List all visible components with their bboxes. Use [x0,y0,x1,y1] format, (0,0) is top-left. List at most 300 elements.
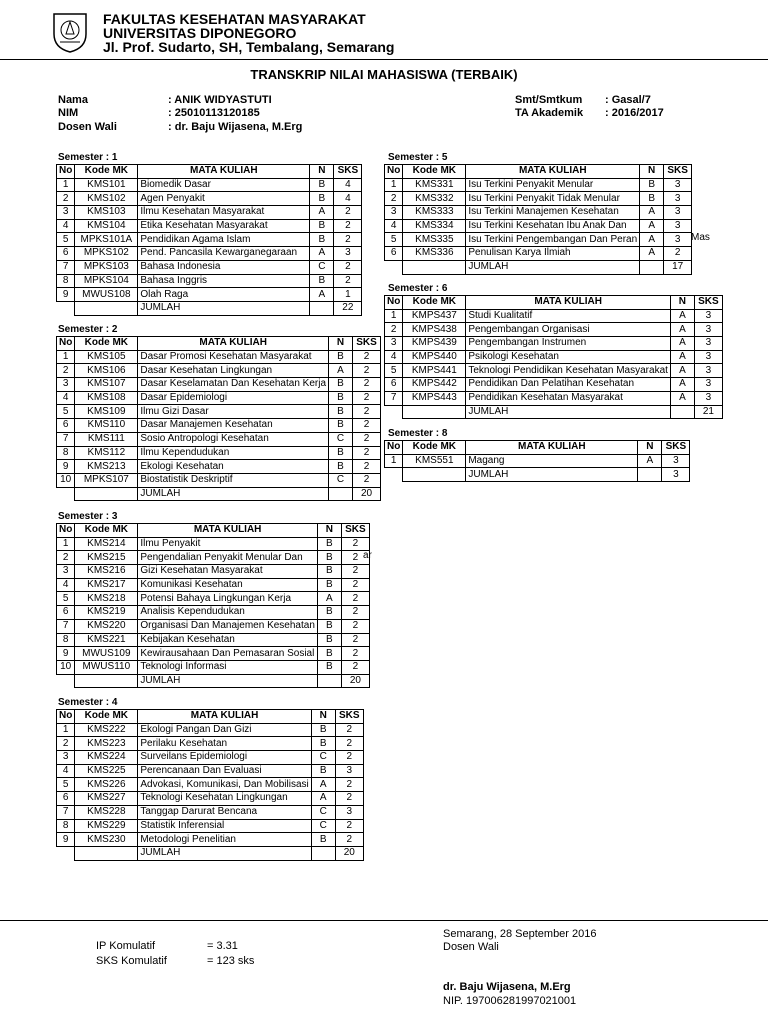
cell-kode: KMS213 [75,460,138,474]
cell-sks: 2 [334,260,362,274]
cell-no: 6 [57,247,75,261]
cell-sks: 2 [341,565,369,579]
cell-nama: Perencanaan Dan Evaluasi [138,764,311,778]
cell-no: 1 [385,454,403,468]
cell-n: A [329,364,353,378]
semester-table [56,523,370,688]
column-header-sks: SKS [335,710,363,724]
cell-nama: Ilmu Penyakit [138,537,318,551]
cell-kode: KMS331 [403,178,466,192]
table-row [57,446,381,460]
cell-sks: 2 [353,405,381,419]
table-row [57,778,364,792]
cell-nama: Ekologi Kesehatan [138,460,329,474]
cell-sks: 2 [353,378,381,392]
cell-n: B [317,537,341,551]
cell-kode: MPKS101A [75,233,138,247]
overflow-text: Mas [691,232,710,243]
cell-no: 5 [57,778,75,792]
blank-cell [403,405,466,419]
cell-no: 4 [57,764,75,778]
total-row [57,674,370,688]
cell-no: 2 [57,192,75,206]
cell-nama: Ilmu Gizi Dasar [138,405,329,419]
semester-table [384,295,723,419]
cell-n: B [329,391,353,405]
cell-kode: KMS222 [75,723,138,737]
cell-nama: Gizi Kesehatan Masyarakat [138,565,318,579]
cell-sks: 3 [694,323,722,337]
cell-no: 4 [385,350,403,364]
cell-sks: 2 [353,473,381,487]
table-row [57,460,381,474]
total-sks: 20 [335,846,363,860]
table-row [57,551,370,565]
column-header-n: N [311,710,335,724]
table-row [57,819,364,833]
total-sks: 20 [353,487,381,501]
cell-sks: 3 [694,378,722,392]
table-row [57,592,370,606]
cell-kode: MPKS102 [75,247,138,261]
column-header-matkul: MATA KULIAH [138,165,310,179]
cell-nama: Dasar Keselamatan Dan Kesehatan Kerja [138,378,329,392]
cell-nama: Teknologi Informasi [138,660,318,674]
cell-no: 9 [57,833,75,847]
blank-cell [57,301,75,315]
total-row [385,405,723,419]
cell-no: 4 [57,391,75,405]
cell-n: B [317,647,341,661]
column-header-n: N [640,165,664,179]
place-date: Semarang, 28 September 2016 [443,928,597,940]
column-header-no: No [57,710,75,724]
semester-label: Semester : 1 [58,152,118,163]
cell-sks: 2 [353,460,381,474]
cell-sks: 3 [694,337,722,351]
cell-kode: MWUS108 [75,288,138,302]
cell-kode: KMS228 [75,805,138,819]
blank-cell [670,405,694,419]
blank-cell [75,846,138,860]
cell-no: 3 [57,751,75,765]
signer-role: Dosen Wali [443,941,499,953]
cell-no: 4 [57,219,75,233]
column-header-kode: Kode MK [403,441,466,455]
semester-label: Semester : 6 [388,283,448,294]
cell-nama: Isu Terkini Penyakit Menular [466,178,640,192]
column-header-sks: SKS [694,296,722,310]
table-row [57,751,364,765]
cell-no: 6 [57,606,75,620]
cell-kode: KMS111 [75,432,138,446]
semester-label: Semester : 5 [388,152,448,163]
table-row [57,565,370,579]
cell-no: 1 [385,309,403,323]
semester-label: Semester : 3 [58,511,118,522]
cell-kode: KMS551 [403,454,466,468]
cell-sks: 2 [353,419,381,433]
cell-n: B [317,565,341,579]
cell-n: A [311,778,335,792]
table-row [57,378,381,392]
cell-n: A [670,323,694,337]
cell-nama: Pengembangan Organisasi [466,323,671,337]
column-header-sks: SKS [662,441,690,455]
cell-n: B [640,178,664,192]
cell-sks: 2 [341,660,369,674]
table-row [57,737,364,751]
cell-kode: KMS335 [403,233,466,247]
cell-no: 3 [385,337,403,351]
total-label: JUMLAH [138,674,318,688]
cell-sks: 2 [335,792,363,806]
cell-sks: 2 [334,206,362,220]
cell-nama: Dasar Epidemiologi [138,391,329,405]
total-label: JUMLAH [138,487,329,501]
cell-n: B [317,619,341,633]
cell-n: B [329,460,353,474]
cell-nama: Ilmu Kesehatan Masyarakat [138,206,310,220]
table-row [57,619,370,633]
cell-sks: 3 [335,805,363,819]
table-row [57,792,364,806]
cell-nama: Kewirausahaan Dan Pemasaran Sosial [138,647,318,661]
column-header-no: No [385,165,403,179]
cell-no: 5 [385,364,403,378]
column-header-kode: Kode MK [403,165,466,179]
column-header-no: No [57,165,75,179]
semester-table [56,164,362,316]
footer-divider [0,920,768,921]
table-row [385,337,723,351]
cell-n: B [329,419,353,433]
header-divider [0,59,768,60]
blank-cell [75,674,138,688]
cell-sks: 4 [334,178,362,192]
total-sks: 3 [662,468,690,482]
cell-sks: 2 [341,647,369,661]
column-header-no: No [385,296,403,310]
cell-kode: MPKS103 [75,260,138,274]
table-header-row [385,441,690,455]
cell-nama: Penulisan Karya Ilmiah [466,247,640,261]
table-row [57,419,381,433]
cell-sks: 3 [664,192,692,206]
cell-nama: Perilaku Kesehatan [138,737,311,751]
cell-nama: Isu Terkini Manajemen Kesehatan [466,206,640,220]
cell-n: A [638,454,662,468]
total-row [57,301,362,315]
total-row [57,487,381,501]
university-address: Jl. Prof. Sudarto, SH, Tembalang, Semarang [103,39,395,55]
cell-no: 7 [57,432,75,446]
cell-sks: 2 [353,350,381,364]
cell-kode: KMS218 [75,592,138,606]
total-label: JUMLAH [466,260,640,274]
cell-n: B [317,606,341,620]
blank-cell [403,260,466,274]
cell-no: 2 [57,737,75,751]
blank-cell [57,674,75,688]
cell-sks: 2 [335,833,363,847]
cell-no: 3 [57,206,75,220]
cell-n: B [317,660,341,674]
semester-table [384,440,690,482]
cell-kode: KMS110 [75,419,138,433]
cell-kode: MWUS109 [75,647,138,661]
cell-no: 5 [57,592,75,606]
cell-no: 6 [57,792,75,806]
cell-nama: Statistik Inferensial [138,819,311,833]
cell-n: B [310,233,334,247]
cell-no: 4 [385,219,403,233]
cell-n: B [311,764,335,778]
table-row [57,723,364,737]
cell-sks: 3 [664,206,692,220]
cell-n: A [317,592,341,606]
cell-sks: 2 [341,551,369,565]
cell-nama: Advokasi, Komunikasi, Dan Mobilisasi [138,778,311,792]
cell-sks: 2 [335,723,363,737]
cell-nama: Isu Terkini Kesehatan Ibu Anak Dan [466,219,640,233]
cell-nama: Ekologi Pangan Dan Gizi [138,723,311,737]
cell-n: A [670,309,694,323]
cell-sks: 3 [694,364,722,378]
table-row [385,391,723,405]
table-row [57,833,364,847]
cell-no: 7 [57,260,75,274]
signer-name: dr. Baju Wijasena, M.Erg [443,981,571,993]
cell-no: 7 [57,805,75,819]
blank-cell [75,487,138,501]
total-row [57,846,364,860]
cell-no: 3 [385,206,403,220]
sks-total-label: SKS Komulatif [96,955,167,967]
blank-cell [385,260,403,274]
cell-nama: Organisasi Dan Manajemen Kesehatan [138,619,318,633]
cell-nama: Magang [466,454,638,468]
cell-nama: Dasar Promosi Kesehatan Masyarakat [138,350,329,364]
cell-nama: Pengendalian Penyakit Menular Dan [138,551,318,565]
nim-label: NIM [58,107,79,119]
document-title: TRANSKRIP NILAI MAHASISWA (TERBAIK) [250,67,518,82]
table-row [57,274,362,288]
cell-kode: KMS230 [75,833,138,847]
cell-n: A [640,219,664,233]
table-row [385,233,692,247]
cell-n: A [640,233,664,247]
blank-cell [317,674,341,688]
cell-no: 8 [57,274,75,288]
semester-table [56,709,364,861]
cell-sks: 3 [694,350,722,364]
cell-nama: Isu Terkini Penyakit Tidak Menular [466,192,640,206]
name-value: : ANIK WIDYASTUTI [168,94,272,106]
table-row [57,206,362,220]
cell-nama: Agen Penyakit [138,192,310,206]
cell-no: 9 [57,460,75,474]
semester-table [56,336,381,501]
table-row [385,219,692,233]
cell-no: 3 [57,378,75,392]
total-row [385,260,692,274]
table-row [57,288,362,302]
table-row [385,206,692,220]
cell-no: 8 [57,633,75,647]
cell-sks: 2 [335,778,363,792]
blank-cell [57,846,75,860]
total-label: JUMLAH [466,405,671,419]
cell-n: A [670,350,694,364]
table-row [57,647,370,661]
table-row [57,247,362,261]
table-row [57,233,362,247]
cell-n: A [640,206,664,220]
total-label: JUMLAH [138,301,310,315]
cell-kode: KMS226 [75,778,138,792]
blank-cell [640,260,664,274]
cell-kode: KMS227 [75,792,138,806]
cell-no: 2 [385,192,403,206]
table-row [385,178,692,192]
cell-nama: Dasar Manajemen Kesehatan [138,419,329,433]
cell-kode: KMS109 [75,405,138,419]
cell-sks: 4 [334,192,362,206]
column-header-n: N [317,524,341,538]
cell-nama: Analisis Kependudukan [138,606,318,620]
cell-kode: MPKS104 [75,274,138,288]
cell-sks: 2 [334,274,362,288]
total-sks: 22 [334,301,362,315]
table-header-row [57,524,370,538]
cell-n: A [670,364,694,378]
cell-nama: Studi Kualitatif [466,309,671,323]
cell-sks: 3 [335,764,363,778]
cell-no: 2 [57,551,75,565]
column-header-sks: SKS [334,165,362,179]
cell-sks: 2 [341,537,369,551]
cell-kode: KMS106 [75,364,138,378]
cell-n: B [310,219,334,233]
cell-no: 1 [57,350,75,364]
cell-n: B [311,737,335,751]
cell-kode: KMS108 [75,391,138,405]
cell-no: 8 [57,446,75,460]
cell-kode: KMPS437 [403,309,466,323]
table-row [57,606,370,620]
column-header-kode: Kode MK [403,296,466,310]
ip-label: IP Komulatif [96,940,156,952]
cell-no: 10 [57,473,75,487]
cell-n: B [317,633,341,647]
cell-kode: KMS105 [75,350,138,364]
cell-nama: Biomedik Dasar [138,178,310,192]
semester-value: : Gasal/7 [605,94,651,106]
semester-label: Smt/Smtkum [515,94,583,106]
cell-no: 7 [385,391,403,405]
table-row [57,219,362,233]
blank-cell [385,468,403,482]
semester-label: Semester : 4 [58,697,118,708]
cell-sks: 2 [353,432,381,446]
total-sks: 20 [341,674,369,688]
overflow-text: ar [363,550,372,561]
column-header-no: No [57,524,75,538]
table-row [385,364,723,378]
sks-total-value: = 123 sks [207,955,255,967]
cell-kode: KMPS438 [403,323,466,337]
cell-nama: Dasar Kesehatan Lingkungan [138,364,329,378]
semester-label: Semester : 2 [58,324,118,335]
cell-kode: KMS215 [75,551,138,565]
total-sks: 17 [664,260,692,274]
cell-sks: 2 [341,578,369,592]
cell-sks: 2 [341,633,369,647]
column-header-n: N [670,296,694,310]
cell-n: B [329,446,353,460]
blank-cell [385,405,403,419]
cell-sks: 3 [694,391,722,405]
cell-nama: Bahasa Inggris [138,274,310,288]
cell-nama: Komunikasi Kesehatan [138,578,318,592]
faculty-name: FAKULTAS KESEHATAN MASYARAKAT [103,11,366,27]
blank-cell [311,846,335,860]
cell-nama: Psikologi Kesehatan [466,350,671,364]
cell-nama: Kebijakan Kesehatan [138,633,318,647]
cell-no: 6 [385,247,403,261]
cell-no: 9 [57,288,75,302]
cell-nama: Etika Kesehatan Masyarakat [138,219,310,233]
cell-nama: Potensi Bahaya Lingkungan Kerja [138,592,318,606]
cell-nama: Teknologi Kesehatan Lingkungan [138,792,311,806]
cell-kode: KMS332 [403,192,466,206]
signer-nip: NIP. 197006281997021001 [443,995,577,1007]
ip-value: = 3.31 [207,940,238,952]
cell-kode: KMS217 [75,578,138,592]
column-header-sks: SKS [353,337,381,351]
cell-no: 8 [57,819,75,833]
cell-sks: 3 [664,178,692,192]
total-row [385,468,690,482]
table-row [57,364,381,378]
cell-nama: Sosio Antropologi Kesehatan [138,432,329,446]
cell-no: 7 [57,619,75,633]
semester-label: Semester : 8 [388,428,448,439]
column-header-n: N [310,165,334,179]
table-row [57,350,381,364]
table-row [57,537,370,551]
cell-kode: KMS333 [403,206,466,220]
table-row [57,405,381,419]
cell-kode: KMS336 [403,247,466,261]
column-header-n: N [329,337,353,351]
cell-kode: KMS219 [75,606,138,620]
table-row [57,805,364,819]
cell-sks: 3 [662,454,690,468]
column-header-matkul: MATA KULIAH [138,524,318,538]
cell-n: A [310,247,334,261]
table-row [57,391,381,405]
cell-no: 9 [57,647,75,661]
column-header-sks: SKS [664,165,692,179]
blank-cell [403,468,466,482]
table-header-row [385,296,723,310]
cell-kode: KMS229 [75,819,138,833]
cell-no: 1 [57,537,75,551]
cell-n: A [670,378,694,392]
cell-nama: Pendidikan Agama Islam [138,233,310,247]
